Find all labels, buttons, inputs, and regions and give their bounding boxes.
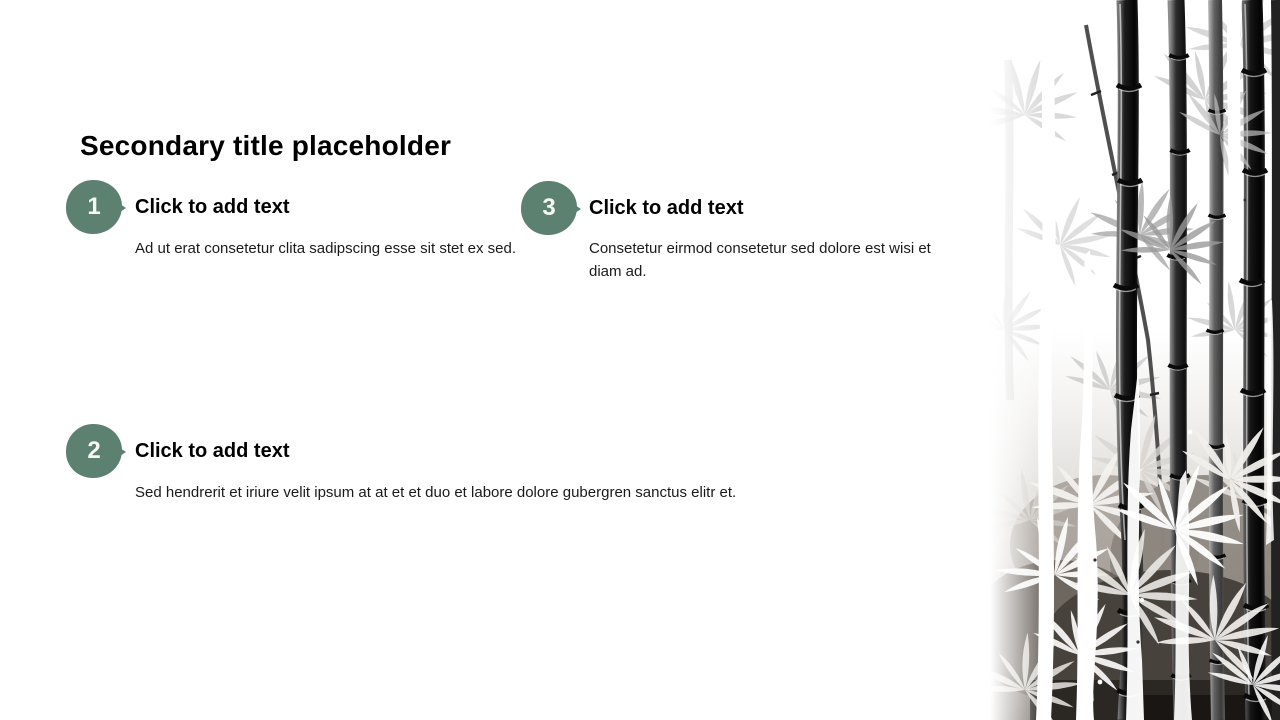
item-1-heading[interactable]: Click to add text (135, 196, 290, 218)
slide-title[interactable]: Secondary title placeholder (80, 130, 452, 161)
item-1-body[interactable]: Ad ut erat consetetur clita sadipscing esse sit stet ex sed. (135, 240, 517, 257)
item-3-heading[interactable]: Click to add text (589, 197, 744, 219)
number-badge-1 (66, 180, 122, 234)
number-badge-3 (521, 181, 577, 235)
item-3-body[interactable]: Consetetur eirmod consetetur sed dolore est wisi et diam ad. (589, 240, 931, 280)
item-2-heading[interactable]: Click to add text (135, 440, 290, 462)
number-badge-2 (66, 424, 122, 478)
item-2-body[interactable]: Sed hendrerit et iriure velit ipsum at at et et duo et labore dolore gubergren sanctus elitr et. (135, 484, 737, 501)
badge-number-label: 3 (542, 194, 556, 221)
bamboo-illustration (990, 0, 1280, 720)
badge-number-label: 2 (87, 437, 101, 464)
badge-number-label: 1 (87, 193, 101, 220)
